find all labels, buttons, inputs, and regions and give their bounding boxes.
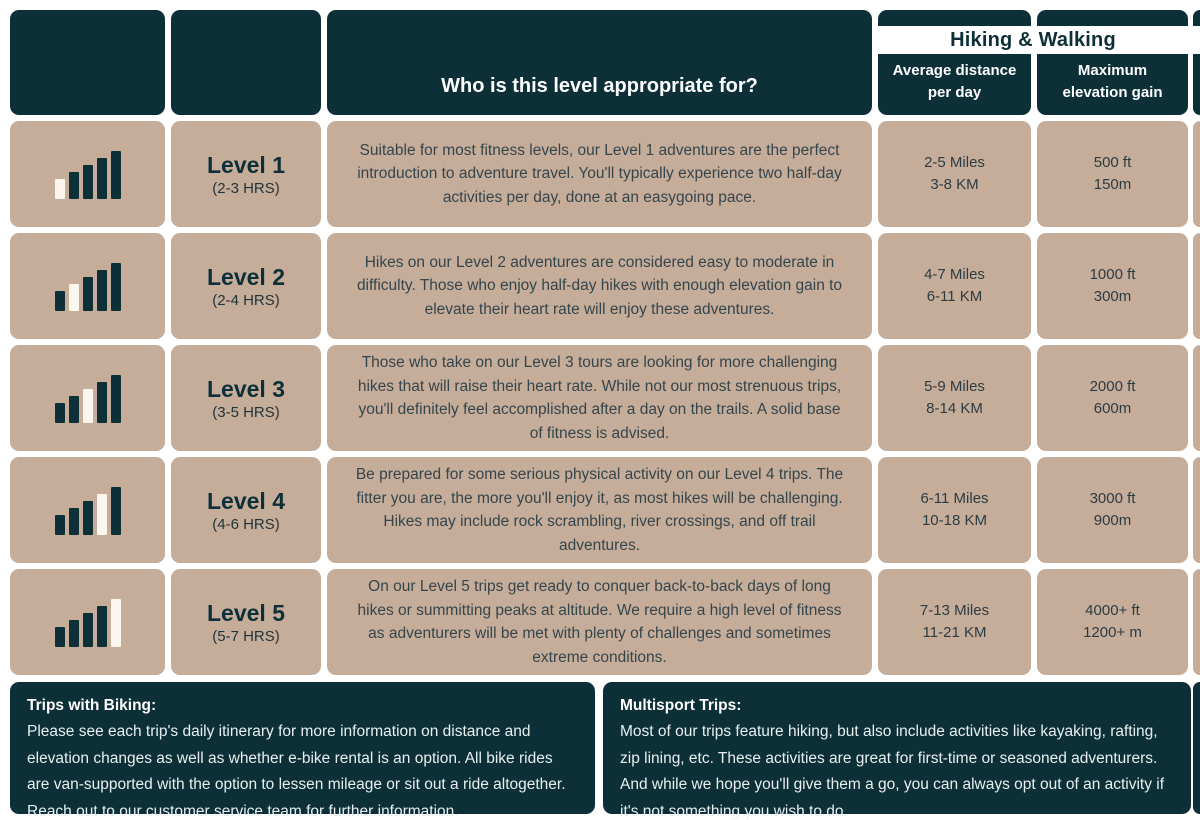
distance-header-line1: Average distance: [892, 62, 1017, 79]
difficulty-bar: [55, 179, 65, 199]
levels-table: [10, 10, 1188, 675]
difficulty-bar: [83, 501, 93, 535]
difficulty-icon-cell: [10, 345, 165, 451]
difficulty-bar: [111, 263, 121, 311]
cutoff-next-column-sliver: [1193, 345, 1200, 451]
difficulty-bar: [55, 515, 65, 535]
difficulty-bar: [97, 158, 107, 199]
difficulty-bar: [69, 284, 79, 311]
who-header-cell: [327, 10, 872, 115]
distance-miles: 2-5 Miles: [924, 154, 985, 171]
header-icon-column-spacer: [10, 10, 165, 115]
group-header-title: Hiking & Walking: [950, 28, 1116, 51]
distance-cell: [878, 345, 1031, 451]
level-title-cell: [171, 569, 321, 675]
difficulty-bar: [69, 508, 79, 535]
difficulty-bar: [111, 151, 121, 199]
who-header-label: Who is this level appropriate for?: [441, 75, 758, 97]
level-description-cell: [327, 569, 872, 675]
level-hours: (4-6 HRS): [212, 515, 280, 533]
level-name: Level 1: [207, 151, 285, 178]
difficulty-bar: [83, 613, 93, 647]
elevation-cell: [1037, 345, 1188, 451]
note-body: Most of our trips feature hiking, but also include activities like kayaking, rafting, zip lining, etc. These activities are great for first-time or seasoned adventurers. And while we hope you'll give them a go, you can always opt out of an activity if it's not something you wish to do.: [620, 723, 1165, 820]
distance-km: 3-8 KM: [930, 176, 979, 193]
note-title: Multisport Trips:: [620, 697, 742, 714]
level-description-cell: [327, 457, 872, 563]
elevation-cell: [1037, 233, 1188, 339]
difficulty-bar: [69, 172, 79, 199]
difficulty-bar: [55, 627, 65, 647]
level-hours: (2-3 HRS): [212, 179, 280, 197]
level-title-cell: [171, 233, 321, 339]
difficulty-bar: [55, 291, 65, 311]
difficulty-icon-cell: [10, 569, 165, 675]
distance-header-line2: per day: [927, 84, 982, 101]
distance-miles: 6-11 Miles: [920, 490, 989, 507]
hiking-walking-band: [878, 26, 1200, 54]
distance-miles: 7-13 Miles: [919, 602, 990, 619]
level-name: Level 2: [207, 263, 285, 290]
difficulty-bar: [111, 487, 121, 535]
level-description: Suitable for most fitness levels, our Level 1 adventures are the perfect introduction to adventure travel. You'll typically experience two half-day activities per day, done at an easygoing pace.: [357, 141, 842, 206]
distance-km: 8-14 KM: [926, 400, 983, 417]
difficulty-bar: [97, 270, 107, 311]
elevation-header-line1: Maximum: [1077, 62, 1148, 79]
level-description: Hikes on our Level 2 adventures are considered easy to moderate in difficulty. Those who enjoy half-day hikes with enough elevation gain to elevate their heart rate will enjoy these adventures.: [356, 253, 843, 318]
difficulty-icon-cell: [10, 233, 165, 339]
elevation-cell: [1037, 457, 1188, 563]
difficulty-bar: [69, 620, 79, 647]
difficulty-bar: [97, 494, 107, 535]
elevation-ft: 4000+ ft: [1085, 602, 1140, 619]
distance-cell: [878, 457, 1031, 563]
distance-cell: [878, 233, 1031, 339]
level-description-cell: [327, 345, 872, 451]
difficulty-bar: [111, 599, 121, 647]
elevation-ft: 1000 ft: [1089, 266, 1136, 283]
cutoff-next-column-note-sliver: [1193, 682, 1200, 814]
level-description: On our Level 5 trips get ready to conquer back-to-back days of long hikes or summitting peaks at altitude. We require a high level of fitness as adventurers will be met with plenty of challenges and sometimes extreme conditions.: [357, 578, 842, 666]
elevation-m: 150m: [1093, 176, 1132, 193]
distance-km: 11-21 KM: [922, 624, 987, 641]
cutoff-next-column-sliver: [1193, 233, 1200, 339]
cutoff-next-column-sliver: [1193, 569, 1200, 675]
level-description: Be prepared for some serious physical activity on our Level 4 trips. The fitter you are, the more you'll enjoy it, as most hikes will be challenging. Hikes may include rock scrambling, river crossings, and off trail adventures.: [355, 466, 844, 554]
elevation-cell: [1037, 121, 1188, 227]
level-description-cell: [327, 121, 872, 227]
cutoff-next-column-sliver: [1193, 121, 1200, 227]
level-title-cell: [171, 457, 321, 563]
distance-miles: 4-7 Miles: [924, 266, 985, 283]
elevation-ft: 500 ft: [1093, 154, 1132, 171]
difficulty-bar: [111, 375, 121, 423]
difficulty-icon-cell: [10, 457, 165, 563]
distance-cell: [878, 569, 1031, 675]
level-hours: (5-7 HRS): [212, 627, 280, 645]
distance-miles: 5-9 Miles: [924, 378, 985, 395]
note-box-multisport: [603, 682, 1191, 820]
elevation-m: 300m: [1093, 288, 1132, 305]
difficulty-bar: [97, 382, 107, 423]
elevation-ft: 3000 ft: [1089, 490, 1136, 507]
level-hours: (2-4 HRS): [212, 291, 280, 309]
level-description: Those who take on our Level 3 tours are looking for more challenging hikes that will raise their heart rate. While not our most strenuous trips, you'll definitely feel accomplished after a day on the trails. A solid base of fitness is advised.: [357, 354, 842, 442]
difficulty-bar: [83, 165, 93, 199]
difficulty-bars-icon: [55, 373, 121, 423]
note-box-biking: [10, 682, 595, 820]
level-title-cell: [171, 345, 321, 451]
difficulty-bar: [83, 389, 93, 423]
level-title-cell: [171, 121, 321, 227]
elevation-m: 900m: [1093, 512, 1132, 529]
difficulty-bar: [97, 606, 107, 647]
difficulty-bars-icon: [55, 485, 121, 535]
elevation-ft: 2000 ft: [1089, 378, 1136, 395]
difficulty-bar: [55, 403, 65, 423]
note-title: Trips with Biking:: [27, 697, 157, 714]
distance-cell: [878, 121, 1031, 227]
elevation-header-line2: elevation gain: [1062, 84, 1163, 101]
note-body: Please see each trip's daily itinerary for more information on distance and elevation changes as well as whether e-bike rental is an option. All bike rides are van-supported with the option to lessen mileage or sit out a ride altogether. Reach out to our customer service team for further information.: [27, 723, 566, 820]
level-name: Level 4: [207, 487, 285, 514]
difficulty-bars-icon: [55, 149, 121, 199]
header-level-column-spacer: [171, 10, 321, 115]
difficulty-bars-icon: [55, 597, 121, 647]
distance-km: 6-11 KM: [926, 288, 983, 305]
difficulty-icon-cell: [10, 121, 165, 227]
distance-km: 10-18 KM: [921, 512, 988, 529]
level-name: Level 3: [207, 375, 285, 402]
cutoff-next-column-sliver: [1193, 457, 1200, 563]
difficulty-bar: [69, 396, 79, 423]
elevation-cell: [1037, 569, 1188, 675]
level-hours: (3-5 HRS): [212, 403, 280, 421]
level-name: Level 5: [207, 599, 285, 626]
difficulty-bar: [83, 277, 93, 311]
elevation-m: 1200+ m: [1083, 624, 1142, 641]
difficulty-bars-icon: [55, 261, 121, 311]
level-description-cell: [327, 233, 872, 339]
elevation-m: 600m: [1093, 400, 1132, 417]
